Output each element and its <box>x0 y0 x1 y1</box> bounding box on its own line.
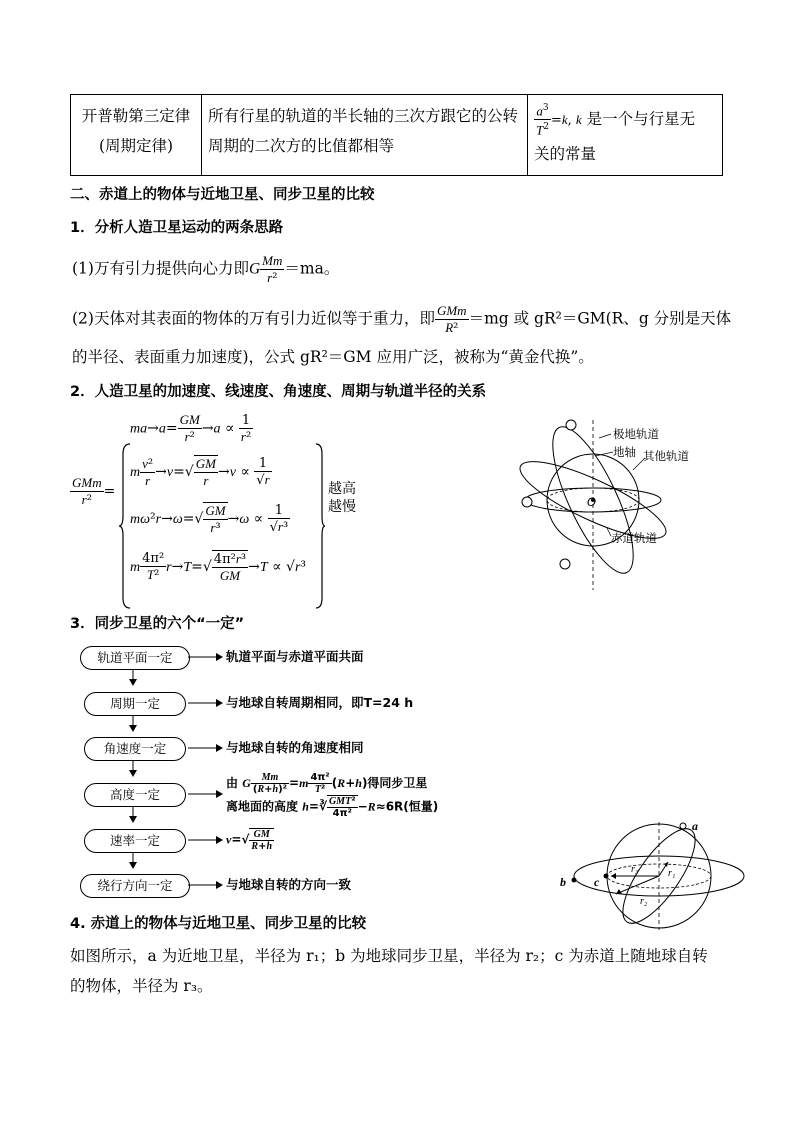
flow-note-orbit-plane: 轨道平面与赤道平面共面 <box>226 649 364 664</box>
kepler-table <box>70 94 723 176</box>
label-center: O <box>587 495 597 509</box>
flow-box-height: 高度一定 <box>84 783 186 807</box>
flow-side-arrows <box>188 650 228 900</box>
label-equator-orbit: 赤道轨道 <box>611 531 657 545</box>
brace-label: 越高 越慢 <box>328 481 356 515</box>
flow-note-height: 由 G $\frac{Mm}{\text{(R+h)²}}$ =m $\frac{\text{4π²}}{\text{T²}}$ (R+h)得同步卫星 离地面的高度 h=∛ $\frac{\text{GMT²}}{\text{4π²}}$ −R≈6R(恒量) <box>226 772 439 819</box>
kepler-formula: $\frac{a^3}{T^2}$ =k, k <box>536 103 582 138</box>
flow-box-direction: 绕行方向一定 <box>80 874 190 898</box>
formula-desc-line2: 关的常量 <box>534 144 597 163</box>
label-r3: r₃ <box>631 864 639 875</box>
flow-box-angular: 角速度一定 <box>84 737 186 761</box>
flow-box-orbit-plane: 轨道平面一定 <box>80 646 190 670</box>
formula-desc: 是一个与行星无 <box>586 109 696 128</box>
subheading-4: 4. 赤道上的物体与近地卫星、同步卫星的比较 <box>70 916 367 932</box>
law-formula-cell <box>528 95 723 176</box>
label-earth-axis: 地轴 <box>613 445 636 459</box>
subheading-3: 3．同步卫星的六个“一定” <box>70 616 245 632</box>
law-content-cell <box>202 95 528 176</box>
law-alias: (周期定律) <box>98 137 174 155</box>
label-a: a <box>692 819 698 833</box>
label-polar-orbit: 极地轨道 <box>613 427 659 441</box>
flow-box-speed: 速率一定 <box>84 829 186 853</box>
flow-note-period: 与地球自转周期相同，即T=24 h <box>226 695 414 710</box>
gmm-fraction: $\frac{\text{GMm}}{\text{r²}}$ = <box>72 475 116 508</box>
label-r1: r₁ <box>668 868 676 879</box>
label-r2: r₂ <box>640 896 648 907</box>
satellite-diagram <box>556 814 746 934</box>
flow-note-direction: 与地球自转的方向一致 <box>226 877 352 892</box>
label-other-orbit: 其他轨道 <box>643 449 689 463</box>
section-title: 二、赤道上的物体与近地卫星、同步卫星的比较 <box>70 187 375 203</box>
subheading-1: 1．分析人造卫星运动的两条思路 <box>70 220 284 236</box>
right-brace <box>314 442 326 610</box>
paragraph-4-line2: 的物体，半径为 r₃。 <box>70 977 213 995</box>
eq-velocity: m $\frac{\text{v²}}{r}$ →v=√ $\frac{GM}{r}$ →v ∝ $\frac{1}{√r}$ <box>130 455 270 488</box>
paragraph-4-line1: 如图所示，a 为近地卫星，半径为 r₁；b 为地球同步卫星，半径为 r₂；c 为赤道上随地球自转 <box>70 947 708 965</box>
law-name: 开普勒第三定律 <box>81 107 191 125</box>
eq-angular: mω²r→ω=√ $\frac{GM}{\text{r³}}$ →ω ∝ $\frac{1}{\text{√r³}}$ <box>130 503 289 536</box>
law-content-line2: 周期的二次方的比值都相等 <box>208 137 395 155</box>
label-b: b <box>560 875 566 889</box>
paragraph-2: (2)天体对其表面的物体的万有引力近似等于重力，即 $\frac{\text{GMm}}{\text{R²}}$ ＝mg 或 gR²＝GM(R、g 分别是天体 <box>72 303 732 336</box>
flow-note-speed: v=√ $\frac{GM}{R+h}$ <box>226 829 273 852</box>
law-content-line1: 所有行星的轨道的半长轴的三次方跟它的公转 <box>208 107 519 125</box>
label-c: c <box>594 875 600 889</box>
eq-period: m $\frac{\text{4π²}}{\text{T²}}$ r→T=√ $\frac{\text{4π²r³}}{GM}$ →T ∝ √r³ <box>130 551 307 583</box>
paragraph-1: (1)万有引力提供向心力即G $\frac{Mm}{\text{r²}}$ ＝ma。 <box>72 253 340 286</box>
subheading-2: 2．人造卫星的加速度、线速度、角速度、周期与轨道半径的关系 <box>70 384 487 400</box>
flow-box-period: 周期一定 <box>84 692 186 716</box>
flow-note-angular: 与地球自转的角速度相同 <box>226 740 364 755</box>
law-name-cell <box>71 95 202 176</box>
paragraph-2-line2: 的半径、表面重力加速度)，公式 gR²＝GM 应用广泛，被称为“黄金代换”。 <box>72 348 594 366</box>
eq-acceleration: ma→a= $\frac{GM}{\text{r²}}$ →a ∝ $\frac{1}{\text{r²}}$ <box>130 412 252 445</box>
orbit-diagram <box>515 412 715 598</box>
